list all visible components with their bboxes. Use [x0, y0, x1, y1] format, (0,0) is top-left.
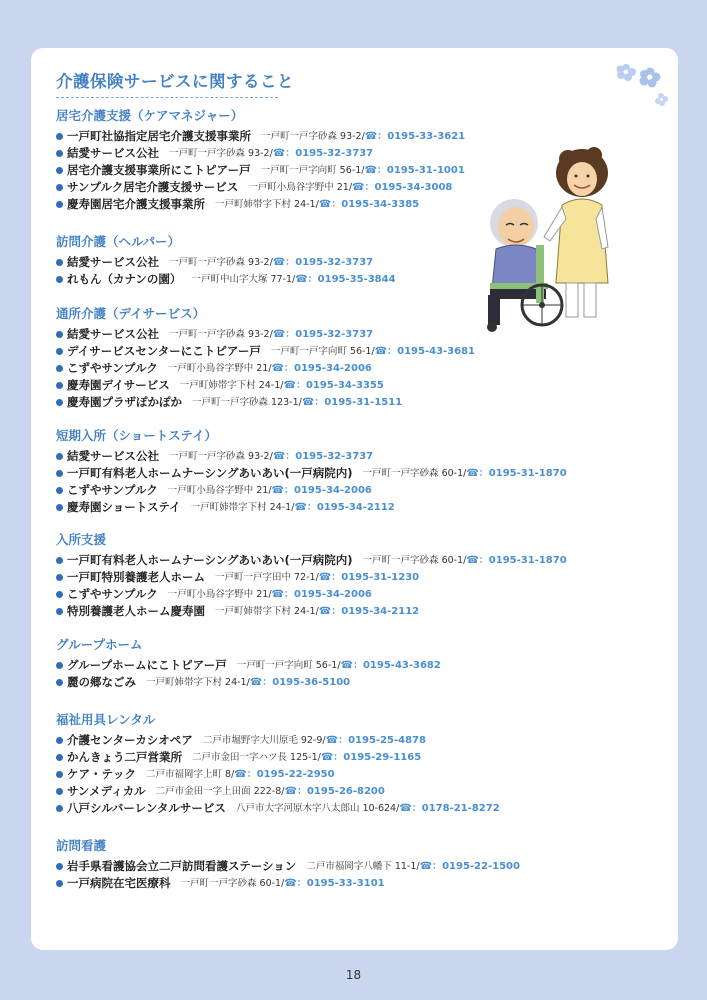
list-item	[56, 360, 475, 377]
facility-name: 慶寿園ショートステイ	[67, 500, 181, 514]
facility-name: 特別養護老人ホーム慶寿園	[67, 604, 205, 618]
section-heading: グループホーム	[56, 637, 143, 652]
bullet-icon	[56, 201, 63, 208]
list-item	[56, 145, 465, 162]
list-item	[56, 749, 500, 766]
section-group-home	[56, 636, 441, 691]
section-heading: 入所支援	[56, 532, 107, 547]
facility-tel: ☎：0195-34-2006	[271, 363, 372, 374]
facility-address: 一戸町姉帯字下村 24-1/	[190, 502, 295, 513]
facility-address: 一戸町一戸字田中 72-1/	[215, 572, 319, 583]
list-item	[56, 326, 475, 343]
list-item	[56, 196, 465, 213]
section-short-stay	[56, 427, 567, 516]
facility-name: 慶寿園居宅介護支援事業所	[67, 197, 205, 211]
facility-address: 一戸町姉帯字下村 24-1/	[179, 380, 284, 391]
facility-tel: ☎：0195-32-3737	[272, 148, 374, 159]
list-item	[56, 128, 465, 145]
facility-address: 一戸町一戸字砂森 60-1/	[180, 878, 285, 889]
facility-name: 結愛サービス公社	[67, 327, 159, 341]
bullet-icon	[56, 805, 63, 812]
list-item	[56, 394, 475, 411]
page-number: 18	[345, 968, 362, 982]
list-item	[56, 875, 520, 892]
facility-tel: ☎：0195-34-2112	[294, 502, 395, 513]
facility-address: 一戸町小鳥谷字野中 21/	[248, 182, 353, 193]
facility-address: 八戸市大字河原木字八太郎山 10-624/	[235, 803, 400, 814]
bullet-icon	[56, 504, 63, 511]
facility-address: 一戸町一戸字向町 56-1/	[236, 660, 341, 671]
facility-tel: ☎：0195-32-3737	[272, 451, 374, 462]
section-day-service	[56, 305, 475, 411]
flower-decoration-icon	[614, 60, 672, 108]
facility-tel: ☎：0195-22-1500	[419, 861, 520, 872]
facility-address: 一戸町一戸字向町 56-1/	[270, 346, 375, 357]
facility-name: 一戸町有料老人ホームナーシングあいあい(一戸病院内)	[67, 466, 353, 480]
facility-tel: ☎：0195-31-1511	[301, 397, 403, 408]
section-heading: 通所介護（デイサービス）	[56, 306, 206, 321]
list-item	[56, 499, 567, 516]
facility-tel: ☎：0195-25-4878	[325, 735, 426, 746]
bullet-icon	[56, 487, 63, 494]
bullet-icon	[56, 737, 63, 744]
list-item	[56, 674, 441, 691]
bullet-icon	[56, 453, 63, 460]
facility-tel: ☎：0195-26-8200	[284, 786, 385, 797]
facility-name: デイサービスセンターにこトピアー戸	[67, 344, 261, 358]
list-item	[56, 603, 567, 620]
bullet-icon	[56, 184, 63, 191]
list-item	[56, 657, 441, 674]
facility-name: 麗の郷なごみ	[67, 675, 136, 689]
list-item	[56, 162, 465, 179]
facility-address: 一戸町姉帯字下村 24-1/	[146, 677, 250, 688]
facility-name: 岩手県看護協会立二戸訪問看護ステーション	[67, 859, 297, 873]
bullet-icon	[56, 591, 63, 598]
section-admission-support	[56, 531, 567, 620]
facility-tel: ☎：0195-34-3385	[318, 199, 420, 210]
facility-tel: ☎：0195-34-3355	[283, 380, 384, 391]
bullet-icon	[56, 662, 63, 669]
bullet-icon	[56, 470, 63, 477]
facility-address: 二戸市金田一字ハツ長 125-1/	[192, 752, 321, 763]
section-heading: 短期入所（ショートステイ）	[56, 428, 218, 443]
bullet-icon	[56, 167, 63, 174]
facility-name: 結愛サービス公社	[67, 146, 159, 160]
list-item	[56, 448, 567, 465]
section-home-help	[56, 233, 396, 288]
facility-address: 一戸町姉帯字下村 24-1/	[215, 606, 319, 617]
facility-name: 一戸町有料老人ホームナーシングあいあい(一戸病院内)	[67, 553, 353, 567]
facility-name: ケア・テック	[67, 767, 136, 781]
facility-tel: ☎：0195-33-3621	[364, 131, 466, 142]
bullet-icon	[56, 365, 63, 372]
list-item	[56, 569, 567, 586]
bullet-icon	[56, 331, 63, 338]
list-item	[56, 179, 465, 196]
facility-address: 一戸町姉帯字下村 24-1/	[215, 199, 319, 210]
facility-address: 二戸市金田一字上田面 222-8/	[155, 786, 285, 797]
facility-name: 介護センターカシオペア	[67, 733, 193, 747]
facility-tel: ☎：0195-34-2112	[318, 606, 420, 617]
bullet-icon	[56, 557, 63, 564]
facility-name: 慶寿園プラザぽかぽか	[67, 395, 182, 409]
facility-tel: ☎：0195-32-3737	[272, 257, 374, 268]
facility-tel: ☎：0195-31-1230	[318, 572, 420, 583]
facility-tel: ☎：0195-31-1001	[364, 165, 465, 176]
facility-tel: ☎：0195-36-5100	[249, 677, 351, 688]
bullet-icon	[56, 133, 63, 140]
bullet-icon	[56, 608, 63, 615]
facility-address: 一戸町小鳥谷字野中 21/	[167, 589, 272, 600]
facility-address: 一戸町一戸字砂森 93-2/	[261, 131, 365, 142]
facility-tel: ☎：0195-29-1165	[320, 752, 422, 763]
facility-tel: ☎：0178-21-8272	[399, 803, 500, 814]
bullet-icon	[56, 574, 63, 581]
list-item	[56, 377, 475, 394]
facility-name: 居宅介護支援事業所にこトピアー戸	[67, 163, 251, 177]
facility-name: 一戸町社協指定居宅介護支援事業所	[67, 129, 251, 143]
facility-address: 一戸町一戸字砂森 60-1/	[362, 468, 467, 479]
facility-tel: ☎：0195-31-1870	[466, 468, 567, 479]
facility-tel: ☎：0195-31-1870	[466, 555, 567, 566]
facility-name: 結愛サービス公社	[67, 449, 159, 463]
facility-address: 一戸町小鳥谷字野中 21/	[167, 485, 272, 496]
facility-address: 一戸町一戸字砂森 60-1/	[362, 555, 467, 566]
section-heading: 訪問介護（ヘルパー）	[56, 234, 181, 249]
facility-name: こずやサンプルク	[67, 587, 158, 601]
list-item	[56, 465, 567, 482]
page-title: 介護保険サービスに関すること	[56, 72, 294, 91]
facility-tel: ☎：0195-43-3681	[374, 346, 476, 357]
list-item	[56, 254, 396, 271]
list-item	[56, 766, 500, 783]
list-item	[56, 343, 475, 360]
list-item	[56, 482, 567, 499]
list-item	[56, 732, 500, 749]
facility-name: 慶寿園デイサービス	[67, 378, 170, 392]
facility-tel: ☎：0195-34-3008	[352, 182, 453, 193]
facility-tel: ☎：0195-22-2950	[234, 769, 335, 780]
section-heading: 福祉用具レンタル	[56, 712, 156, 727]
list-item	[56, 552, 567, 569]
section-heading: 訪問看護	[56, 838, 107, 853]
facility-name: 一戸町特別養護老人ホーム	[67, 570, 205, 584]
section-home-nursing	[56, 837, 520, 892]
bullet-icon	[56, 863, 63, 870]
facility-name: サンメディカル	[67, 784, 146, 798]
facility-address: 二戸市堀野字大川原毛 92-9/	[202, 735, 326, 746]
section-home-care-support	[56, 107, 465, 213]
facility-address: 一戸町一戸字砂森 93-2/	[169, 148, 273, 159]
facility-address: 一戸町一戸字砂森 93-2/	[169, 329, 273, 340]
facility-name: グループホームにこトピアー戸	[67, 658, 227, 672]
facility-address: 一戸町一戸字砂森 93-2/	[169, 257, 273, 268]
section-heading: 居宅介護支援（ケアマネジャー）	[56, 108, 244, 123]
bullet-icon	[56, 788, 63, 795]
facility-name: かんきょう二戸営業所	[67, 750, 182, 764]
bullet-icon	[56, 276, 63, 283]
bullet-icon	[56, 259, 63, 266]
caregiver-wheelchair-illustration	[470, 145, 622, 335]
facility-address: 一戸町小鳥谷字野中 21/	[167, 363, 272, 374]
facility-tel: ☎：0195-33-3101	[284, 878, 385, 889]
facility-tel: ☎：0195-35-3844	[295, 274, 396, 285]
bullet-icon	[56, 382, 63, 389]
bullet-icon	[56, 348, 63, 355]
bullet-icon	[56, 880, 63, 887]
facility-address: 一戸町一戸字砂森 93-2/	[169, 451, 273, 462]
bullet-icon	[56, 771, 63, 778]
section-welfare-equipment-rental	[56, 711, 500, 817]
list-item	[56, 800, 500, 817]
facility-address: 一戸町一戸字向町 56-1/	[260, 165, 365, 176]
list-item	[56, 858, 520, 875]
facility-address: 二戸市福岡字八幡下 11-1/	[306, 861, 420, 872]
facility-tel: ☎：0195-34-2006	[271, 589, 372, 600]
list-item	[56, 586, 567, 603]
facility-tel: ☎：0195-43-3682	[340, 660, 441, 671]
facility-address: 一戸町中山字大塚 77-1/	[191, 274, 296, 285]
facility-address: 一戸町一戸字砂森 123-1/	[192, 397, 302, 408]
facility-tel: ☎：0195-34-2006	[271, 485, 372, 496]
bullet-icon	[56, 150, 63, 157]
facility-name: 結愛サービス公社	[67, 255, 159, 269]
facility-tel: ☎：0195-32-3737	[272, 329, 374, 340]
facility-name: 八戸シルバーレンタルサービス	[67, 801, 226, 815]
facility-name: サンプルク居宅介護支援サービス	[67, 180, 239, 194]
facility-address: 二戸市福岡字上町 8/	[146, 769, 235, 780]
bullet-icon	[56, 399, 63, 406]
facility-name: こずやサンプルク	[67, 361, 158, 375]
facility-name: こずやサンプルク	[67, 483, 158, 497]
bullet-icon	[56, 679, 63, 686]
list-item	[56, 271, 396, 288]
title-dashed-rule	[56, 97, 278, 98]
list-item	[56, 783, 500, 800]
bullet-icon	[56, 754, 63, 761]
facility-name: れもん（カナンの園）	[67, 272, 182, 286]
facility-name: 一戸病院在宅医療科	[67, 876, 171, 890]
